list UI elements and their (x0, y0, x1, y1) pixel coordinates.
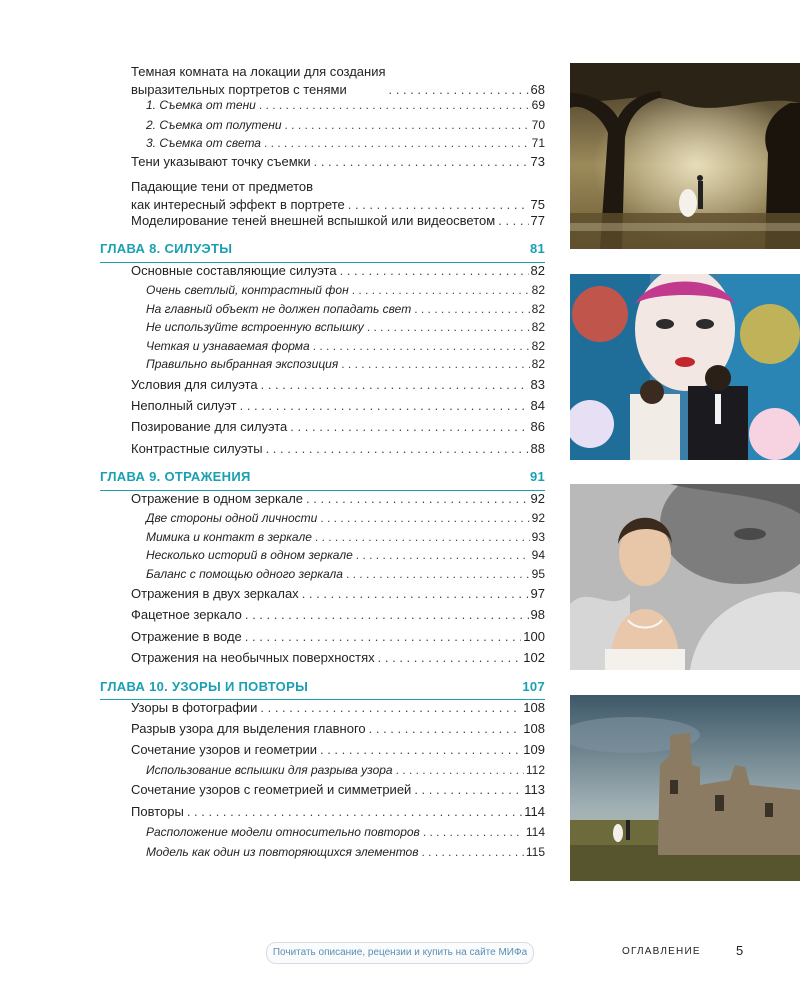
toc-page-number: 81 (529, 241, 545, 256)
toc-entry-title-line: Разрыв узора для выделения главного (131, 721, 366, 736)
toc-entry (146, 509, 545, 527)
toc-entry-title (146, 565, 343, 583)
toc-entry-title (131, 781, 411, 799)
toc-entry-title (131, 490, 303, 508)
dot-leader (396, 761, 524, 779)
toc-entry-title (146, 281, 349, 299)
toc-entry-title (131, 803, 184, 821)
toc-entry (146, 528, 545, 546)
toc-page-number: 70 (531, 118, 545, 132)
toc-entry-title (131, 178, 345, 214)
toc-entry-title (146, 823, 420, 841)
toc-entry-title (146, 116, 282, 134)
toc-entry-title-line: Условия для силуэта (131, 377, 258, 392)
toc-page-number: 102 (523, 650, 545, 665)
toc-page-number: 108 (523, 721, 545, 736)
toc-entry (131, 628, 545, 646)
toc-entry-title-line: Отражение в одном зеркале (131, 491, 304, 506)
toc-chapter-heading (100, 468, 545, 486)
section-name: ОГЛАВЛЕНИЕ (622, 946, 701, 957)
toc-entry-title-line: ГЛАВА 8. СИЛУЭТЫ (100, 241, 233, 256)
toc-entry (146, 355, 545, 373)
toc-page-number: 114 (525, 825, 545, 839)
toc-entry (146, 281, 545, 299)
toc-page-number: 86 (530, 419, 545, 434)
toc-chapter-heading (100, 240, 545, 258)
toc-entry (131, 397, 545, 415)
toc-entry (131, 781, 545, 799)
toc-entry-title (131, 262, 337, 280)
dot-leader (260, 699, 521, 717)
toc-entry-title-line: 3. Съемка от света (146, 136, 261, 150)
toc-entry-title (131, 376, 258, 394)
toc-page-number: 98 (530, 607, 545, 622)
toc-page-number: 94 (531, 548, 545, 562)
toc-entry-title-line: Позирование для силуэта (131, 419, 288, 434)
toc-entry-title-line: 1. Съемка от тени (146, 98, 256, 112)
toc-entry-title (146, 761, 393, 779)
dot-leader (264, 134, 530, 152)
toc-entry-title-line: Отражения в двух зеркалах (131, 586, 299, 601)
dot-leader (498, 212, 528, 230)
toc-entry-title-line: Расположение модели относительно повторов (146, 825, 420, 839)
toc-page-number: 82 (531, 283, 545, 297)
toc-entry-title-line: 2. Съемка от полутени (146, 118, 282, 132)
dot-leader (285, 116, 530, 134)
dot-leader (378, 649, 522, 667)
toc-entry (131, 699, 545, 717)
dot-leader (423, 823, 524, 841)
chapter-divider (100, 490, 545, 491)
toc-entry (131, 178, 545, 214)
toc-entry-title (100, 678, 308, 696)
toc-entry-title-line: Основные составляющие силуэта (131, 263, 337, 278)
chapter-divider (100, 262, 545, 263)
toc-page-number: 100 (523, 629, 545, 644)
toc-entry (131, 63, 545, 99)
toc-entry-title-line: Моделирование теней внешней вспышкой или видеосветом (131, 213, 496, 228)
toc-entry (146, 565, 545, 583)
toc-entry-title (131, 212, 495, 230)
photo-ruin-landscape (570, 695, 800, 881)
toc-entry (131, 262, 545, 280)
toc-page-number: 83 (530, 377, 545, 392)
dot-leader (261, 376, 529, 394)
photo-couple-mural (570, 274, 800, 460)
toc-page-number: 71 (531, 136, 545, 150)
toc-entry-title (146, 546, 353, 564)
toc-page-number: 88 (530, 441, 545, 456)
dot-leader (245, 628, 522, 646)
dot-leader (240, 397, 529, 415)
toc-entry (146, 96, 545, 114)
toc-page-number: 114 (524, 804, 545, 819)
dot-leader (340, 262, 529, 280)
toc-entry (146, 116, 545, 134)
toc-entry-title (146, 318, 364, 336)
dot-leader (369, 720, 522, 738)
toc-page-number: 109 (523, 742, 545, 757)
toc-entry-title-line: Падающие тени от предметов (131, 179, 314, 194)
toc-entry-title (146, 509, 317, 527)
toc-entry-title (131, 585, 299, 603)
dot-leader (259, 96, 530, 114)
toc-entry-title-line: Баланс с помощью одного зеркала (146, 567, 343, 581)
toc-entry (146, 318, 545, 336)
toc-entry-title-line: Отражения на необычных поверхностях (131, 650, 375, 665)
photo-couple-under-oaks (570, 63, 800, 249)
photo-bride-portrait (570, 484, 800, 670)
chapter-divider (100, 699, 545, 700)
toc-entry-title (131, 720, 366, 738)
toc-entry (131, 490, 545, 508)
toc-entry-title-line: Фацетное зеркало (131, 607, 242, 622)
toc-entry-title (146, 843, 419, 861)
toc-entry-title (131, 418, 287, 436)
dot-leader (302, 585, 529, 603)
toc-entry-title-line: Контрастные силуэты (131, 441, 263, 456)
toc-entry-title-line: Не используйте встроенную вспышку (146, 320, 364, 334)
toc-entry-title-line: Неполный силуэт (131, 398, 237, 413)
toc-entry-title-line: Сочетание узоров и геометрии (131, 742, 317, 757)
dot-leader (320, 509, 529, 527)
dot-leader (414, 781, 522, 799)
buy-book-link[interactable]: Почитать описание, рецензии и купить на сайте МИФа (266, 942, 534, 964)
toc-page-number: 97 (530, 586, 545, 601)
dot-leader (320, 741, 521, 759)
toc-entry (131, 803, 545, 821)
toc-entry (131, 585, 545, 603)
toc-page-number: 73 (530, 154, 545, 169)
toc-entry (131, 376, 545, 394)
toc-entry-title-line: Сочетание узоров с геометрией и симметрией (131, 782, 412, 797)
dot-leader (306, 490, 528, 508)
toc-entry-title (146, 355, 338, 373)
toc-page-number: 113 (524, 782, 545, 797)
toc-entry-title-line: Правильно выбранная экспозиция (146, 357, 339, 371)
toc-page-number: 91 (529, 469, 545, 484)
toc-page-number: 115 (525, 845, 545, 859)
toc-entry-title-line: Несколько историй в одном зеркале (146, 548, 353, 562)
dot-leader (352, 281, 530, 299)
toc-entry-title-line: Узоры в фотографии (131, 700, 258, 715)
toc-page-number: 93 (531, 530, 545, 544)
toc-entry-title (100, 240, 232, 258)
toc-chapter-heading (100, 678, 545, 696)
toc-entry (131, 606, 545, 624)
dot-leader (313, 337, 530, 355)
dot-leader (346, 565, 530, 583)
toc-page-number: 112 (525, 763, 545, 777)
toc-entry (131, 649, 545, 667)
dot-leader (422, 843, 524, 861)
toc-page-number: 92 (531, 511, 545, 525)
toc-entry (146, 300, 545, 318)
toc-entry-title-line: Мимика и контакт в зеркале (146, 530, 312, 544)
toc-entry (131, 440, 545, 458)
toc-page-number: 82 (531, 339, 545, 353)
toc-entry-title-line: Четкая и узнаваемая форма (146, 339, 310, 353)
toc-entry (131, 212, 545, 230)
toc-page-number: 82 (531, 302, 545, 316)
toc-entry-title (131, 153, 311, 171)
toc-entry-title-line: Тени указывают точку съемки (131, 154, 311, 169)
toc-entry-title (131, 606, 242, 624)
toc-entry-title-line: как интересный эффект в портрете (131, 197, 345, 212)
toc-entry-title-line: Повторы (131, 804, 184, 819)
toc-entry (146, 761, 545, 779)
toc-entry (131, 153, 545, 171)
dot-leader (367, 318, 530, 336)
toc-entry-title (131, 741, 317, 759)
toc-entry-title (131, 699, 257, 717)
toc-entry-title (131, 649, 375, 667)
page-number: 5 (736, 943, 744, 958)
toc-page-number: 75 (530, 197, 545, 212)
dot-leader (245, 606, 529, 624)
toc-page-number: 108 (523, 700, 545, 715)
toc-entry-title (131, 63, 386, 99)
toc-entry-title (131, 628, 242, 646)
dot-leader (315, 528, 530, 546)
toc-page-number: 68 (530, 82, 545, 97)
toc-entry (146, 546, 545, 564)
dot-leader (356, 546, 530, 564)
toc-entry-title (131, 440, 263, 458)
toc-entry (131, 741, 545, 759)
toc-page-number: 107 (522, 679, 545, 694)
toc-entry-title-line: На главный объект не должен попадать свет (146, 302, 412, 316)
toc-entry (146, 823, 545, 841)
toc-entry-title-line: Темная комната на локации для создания (131, 64, 386, 79)
toc-page-number: 84 (530, 398, 545, 413)
dot-leader (187, 803, 522, 821)
toc-entry (131, 418, 545, 436)
toc-entry-title (146, 300, 411, 318)
toc-entry (146, 134, 545, 152)
toc-entry-title-line: Две стороны одной личности (146, 511, 318, 525)
toc-entry-title-line: ГЛАВА 9. ОТРАЖЕНИЯ (100, 469, 251, 484)
dot-leader (341, 355, 529, 373)
toc-entry-title (146, 528, 312, 546)
toc-entry-title-line: Отражение в воде (131, 629, 242, 644)
toc-entry (146, 843, 545, 861)
dot-leader (266, 440, 529, 458)
toc-entry-title-line: выразительных портретов с тенями (131, 82, 347, 97)
toc-page-number: 77 (530, 213, 545, 228)
toc-entry (146, 337, 545, 355)
toc-page-number: 82 (530, 263, 545, 278)
toc-entry-title-line: Модель как один из повторяющихся элементов (146, 845, 419, 859)
toc-entry (131, 720, 545, 738)
toc-entry-title-line: Очень светлый, контрастный фон (146, 283, 349, 297)
dot-leader (314, 153, 529, 171)
dot-leader (290, 418, 528, 436)
toc-entry-title (131, 397, 237, 415)
toc-entry-title (146, 337, 310, 355)
toc-entry-title (100, 468, 251, 486)
toc-entry-title (146, 96, 256, 114)
toc-page-number: 69 (531, 98, 545, 112)
toc-entry-title-line: ГЛАВА 10. УЗОРЫ И ПОВТОРЫ (100, 679, 309, 694)
toc-page-number: 92 (530, 491, 545, 506)
toc-page-number: 95 (531, 567, 545, 581)
toc-page-number: 82 (531, 357, 545, 371)
dot-leader (414, 300, 529, 318)
toc-page-number: 82 (531, 320, 545, 334)
toc-entry-title-line: Использование вспышки для разрыва узора (146, 763, 393, 777)
toc-entry-title (146, 134, 261, 152)
